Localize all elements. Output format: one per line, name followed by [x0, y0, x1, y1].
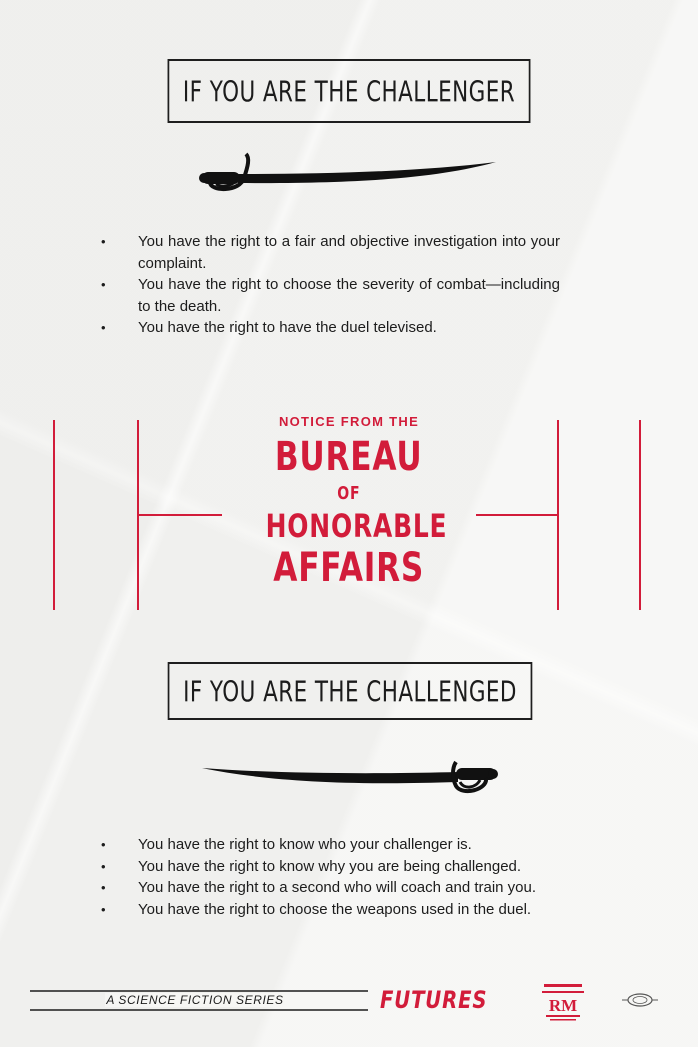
notice-title-block	[240, 414, 458, 591]
challenger-heading: IF YOU ARE THE CHALLENGER	[182, 74, 516, 108]
challenged-rights-list	[101, 834, 571, 920]
brand-futures: FUTURES	[380, 986, 488, 1014]
svg-text:RM: RM	[548, 996, 578, 1015]
notice-line-affairs: AFFAIRS	[273, 545, 425, 591]
list-item: • You have the right to choose the weapons used in the duel.	[101, 899, 571, 921]
notice-subtitle: NOTICE FROM THE	[278, 414, 420, 429]
list-item: • You have the right to have the duel televised.	[101, 317, 560, 339]
list-item: • You have the right to choose the severity of combat—including to the death.	[101, 274, 560, 317]
saber-icon	[200, 758, 500, 802]
series-label: A SCIENCE FICTION SERIES	[106, 993, 284, 1007]
publisher-logo	[540, 982, 586, 1022]
list-item: • You have the right to a second who will coach and train you.	[101, 877, 571, 899]
footer	[0, 980, 698, 1020]
list-item: • You have the right to know why you are being challenged.	[101, 856, 571, 878]
ornament-logo	[620, 992, 660, 1008]
notice-line-of: OF	[337, 483, 361, 504]
notice-line-bureau: BUREAU	[275, 434, 423, 480]
challenged-heading: IF YOU ARE THE CHALLENGED	[183, 674, 517, 708]
list-item: • You have the right to a fair and objective investigation into your complaint.	[101, 231, 560, 274]
challenged-heading-box	[168, 662, 533, 720]
list-item: • You have the right to know who your challenger is.	[101, 834, 571, 856]
notice-line-honorable: HONORABLE	[265, 507, 448, 545]
